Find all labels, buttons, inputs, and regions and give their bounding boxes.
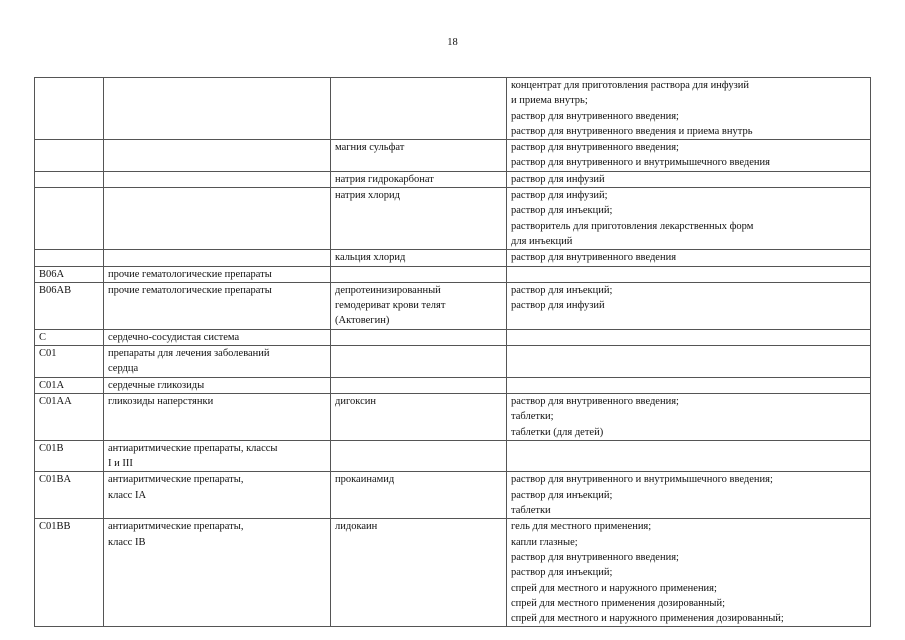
group-cell: сердечные гликозиды xyxy=(104,377,331,393)
table-row xyxy=(35,171,871,187)
atc-code-cell: C01AA xyxy=(35,393,104,440)
atc-code-cell xyxy=(35,250,104,266)
table-row xyxy=(35,250,871,266)
dosage-forms-cell: раствор для инфузий; раствор для инъекций; растворитель для приготовления лекарственных форм для инъекций xyxy=(507,188,871,250)
atc-code-cell: C01BA xyxy=(35,472,104,519)
table-row xyxy=(35,377,871,393)
atc-code-cell: B06A xyxy=(35,266,104,282)
dosage-forms-cell: раствор для инфузий xyxy=(507,171,871,187)
dosage-forms-cell: раствор для инъекций; раствор для инфузий xyxy=(507,282,871,329)
table-row xyxy=(35,346,871,378)
group-cell: антиаритмические препараты, класс IA xyxy=(104,472,331,519)
drug-table xyxy=(34,77,871,627)
drug-name-cell xyxy=(331,329,507,345)
atc-code-cell: C01 xyxy=(35,346,104,378)
atc-code-cell: C xyxy=(35,329,104,345)
page-number: 18 xyxy=(447,37,458,48)
drug-name-cell: натрия хлорид xyxy=(331,188,507,250)
atc-code-cell xyxy=(35,140,104,172)
table-row xyxy=(35,472,871,519)
group-cell xyxy=(104,250,331,266)
group-cell: прочие гематологические препараты xyxy=(104,282,331,329)
atc-code-cell: C01B xyxy=(35,440,104,472)
group-cell xyxy=(104,171,331,187)
drug-name-cell: натрия гидрокарбонат xyxy=(331,171,507,187)
table-row xyxy=(35,266,871,282)
group-cell: сердечно-сосудистая система xyxy=(104,329,331,345)
dosage-forms-cell xyxy=(507,377,871,393)
table-row xyxy=(35,140,871,172)
drug-name-cell: дигоксин xyxy=(331,393,507,440)
drug-name-cell: депротеинизированный гемодериват крови телят (Актовегин) xyxy=(331,282,507,329)
group-cell: антиаритмические препараты, класс IB xyxy=(104,519,331,627)
drug-name-cell: магния сульфат xyxy=(331,140,507,172)
dosage-forms-cell: раствор для внутривенного введения; раствор для внутривенного и внутримышечного введения xyxy=(507,140,871,172)
group-cell xyxy=(104,188,331,250)
group-cell xyxy=(104,140,331,172)
table-row xyxy=(35,78,871,140)
table-row xyxy=(35,519,871,627)
drug-name-cell xyxy=(331,440,507,472)
atc-code-cell xyxy=(35,78,104,140)
table-row xyxy=(35,393,871,440)
dosage-forms-cell: гель для местного применения; капли глазные; раствор для внутривенного введения; раствор для инъекций; спрей для местного и наружного применения; спрей для местного применения дозированный; спрей для местного и наружного применения дозированный; xyxy=(507,519,871,627)
dosage-forms-cell: раствор для внутривенного введения; таблетки; таблетки (для детей) xyxy=(507,393,871,440)
drug-name-cell: прокаинамид xyxy=(331,472,507,519)
drug-name-cell xyxy=(331,78,507,140)
atc-code-cell xyxy=(35,171,104,187)
drug-name-cell xyxy=(331,346,507,378)
atc-code-cell: C01A xyxy=(35,377,104,393)
table-row xyxy=(35,188,871,250)
atc-code-cell xyxy=(35,188,104,250)
atc-code-cell: B06AB xyxy=(35,282,104,329)
group-cell: гликозиды наперстянки xyxy=(104,393,331,440)
dosage-forms-cell: раствор для внутривенного и внутримышечного введения; раствор для инъекций; таблетки xyxy=(507,472,871,519)
drug-name-cell: лидокаин xyxy=(331,519,507,627)
table-row xyxy=(35,440,871,472)
table-row xyxy=(35,329,871,345)
group-cell: прочие гематологические препараты xyxy=(104,266,331,282)
drug-name-cell xyxy=(331,266,507,282)
group-cell: препараты для лечения заболеваний сердца xyxy=(104,346,331,378)
dosage-forms-cell xyxy=(507,346,871,378)
dosage-forms-cell xyxy=(507,440,871,472)
group-cell: антиаритмические препараты, классы I и III xyxy=(104,440,331,472)
drug-name-cell xyxy=(331,377,507,393)
dosage-forms-cell: раствор для внутривенного введения xyxy=(507,250,871,266)
dosage-forms-cell: концентрат для приготовления раствора для инфузий и приема внутрь; раствор для внутривенного введения; раствор для внутривенного введения и приема внутрь xyxy=(507,78,871,140)
dosage-forms-cell xyxy=(507,329,871,345)
drug-name-cell: кальция хлорид xyxy=(331,250,507,266)
group-cell xyxy=(104,78,331,140)
dosage-forms-cell xyxy=(507,266,871,282)
atc-code-cell: C01BB xyxy=(35,519,104,627)
table-row xyxy=(35,282,871,329)
